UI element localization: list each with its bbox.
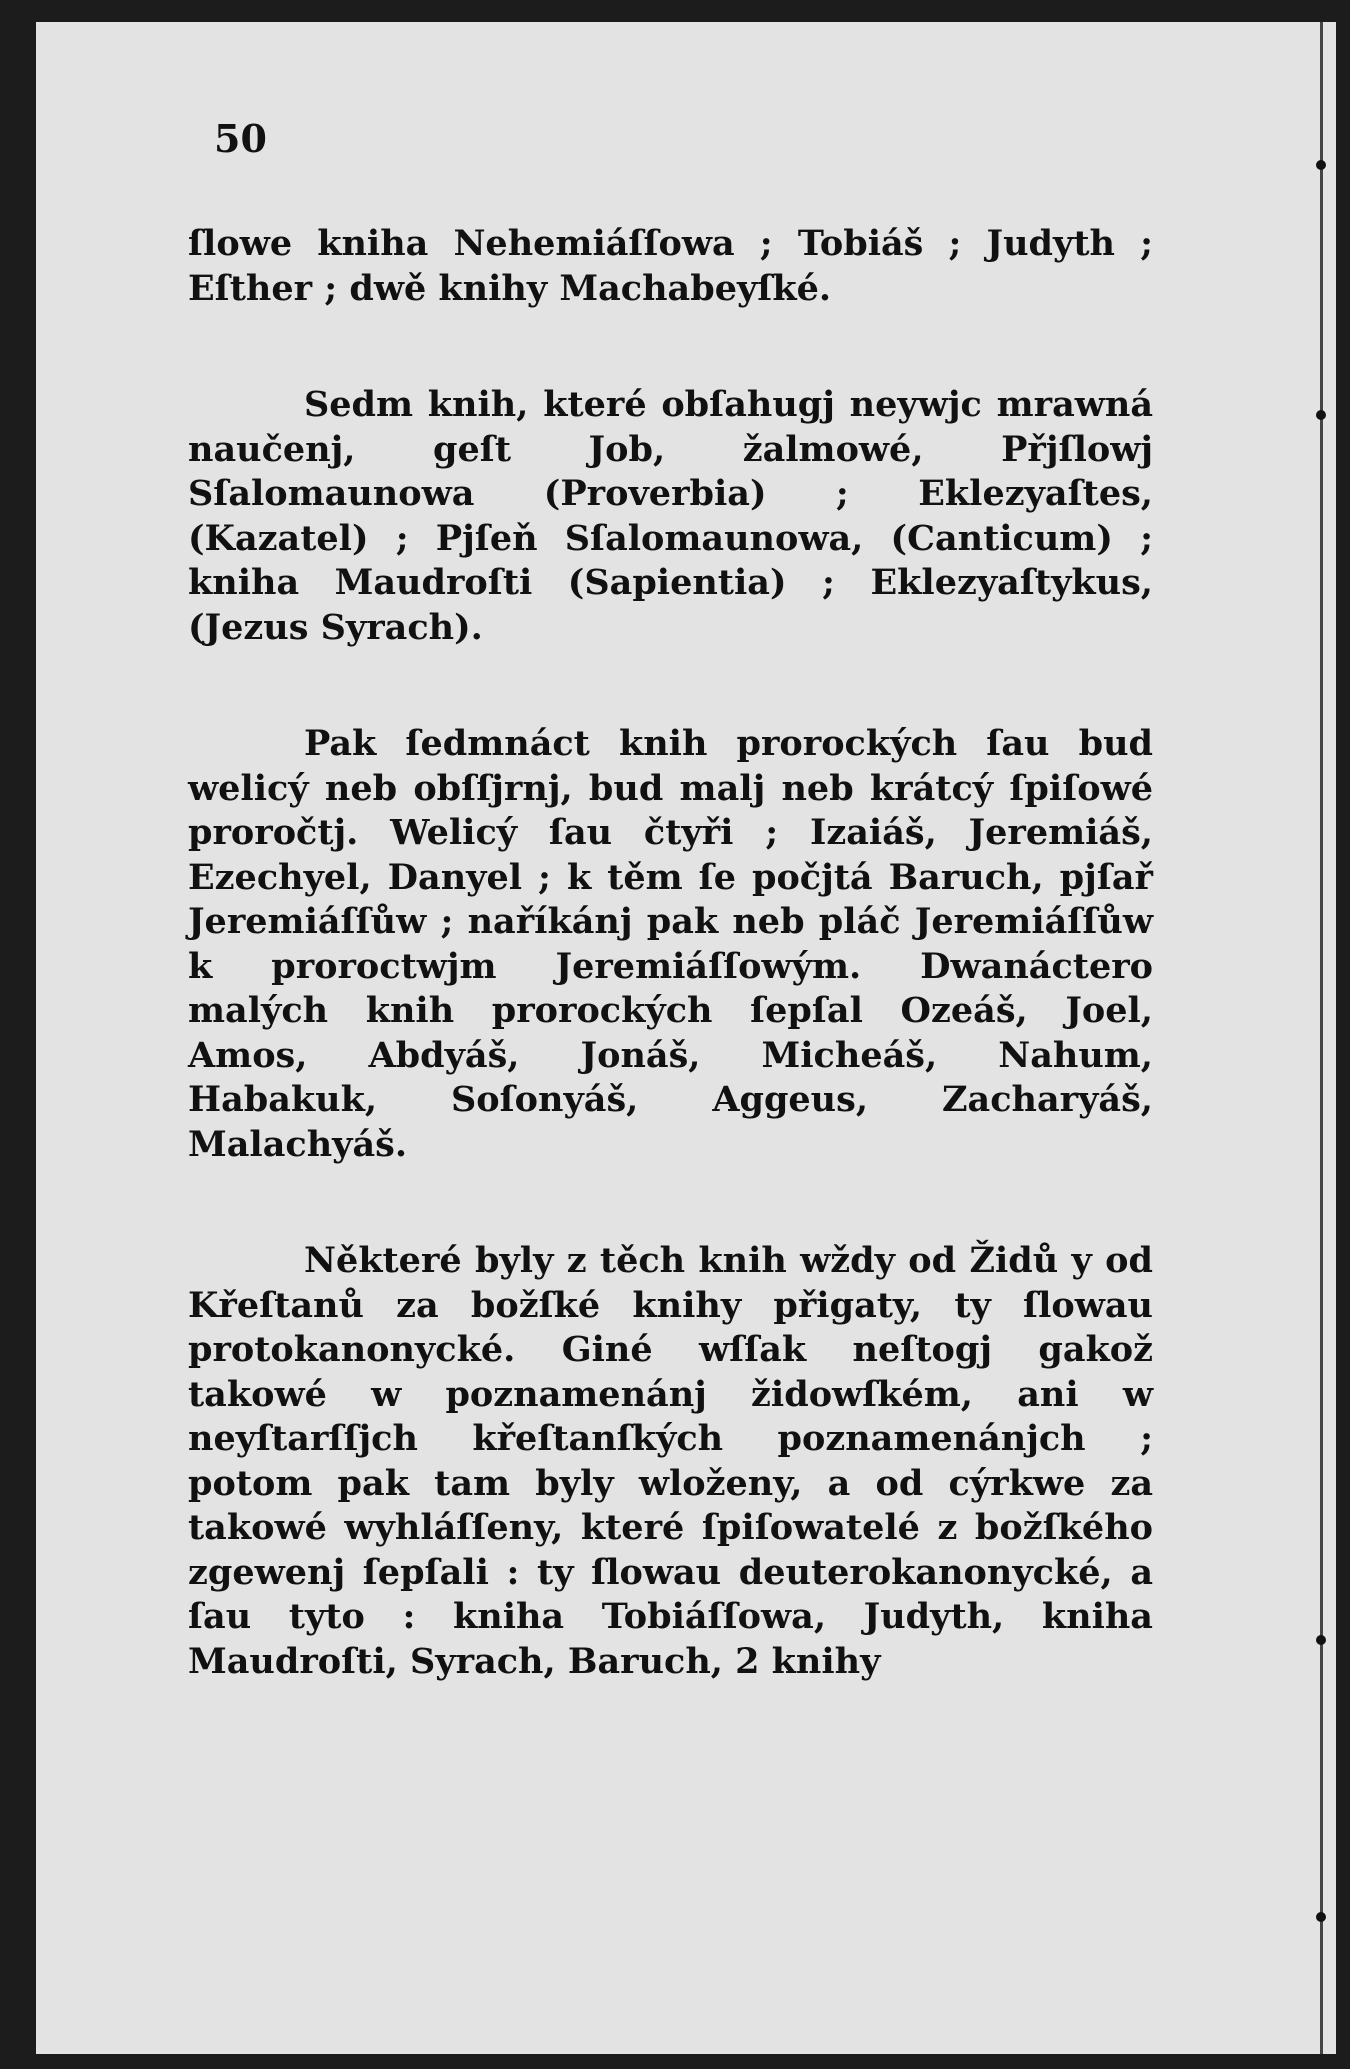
- scan-mark: [1316, 410, 1326, 420]
- paragraph-text: Sedm knih, které obſahugj neywjc mrawná naučenj, geſt Job, žalmowé, Přjſlowj Sſalomaunowa (Proverbia) ; Eklezyaſtes, (Kazatel) ; Pjſeň Sſalomaunowa, (Canticum) ; kniha Maudroſti (Sapientia) ; Eklezyaſtykus, (Jezus Syrach).: [188, 384, 1153, 648]
- paragraph: [188, 222, 1153, 311]
- scan-edge: [1320, 22, 1323, 2054]
- page-number: 50: [214, 116, 267, 161]
- paragraph-text: Pak ſedmnáct knih prorockých ſau bud welicý neb obſſjrnj, bud malj neb krátcý ſpiſowé proročtj. Welicý ſau čtyři ; Izaiáš, Jeremiáš, Ezechyel, Danyel ; k těm ſe počjtá Baruch, pjſař Jeremiáſſůw ; naříkánj pak neb pláč Jeremiáſſůw k proroctwjm Jeremiáſſowým. Dwanáctero malých knih prorockých ſepſal Ozeáš, Joel, Amos, Abdyáš, Jonáš, Micheáš, Nahum, Habakuk, Soſonyáš, Aggeus, Zacharyáš, Malachyáš.: [188, 723, 1153, 1165]
- scan-mark: [1316, 160, 1326, 170]
- scan-mark: [1316, 1912, 1326, 1922]
- paragraph-text: ſlowe kniha Nehemiáſſowa ; Tobiáš ; Judyth ; Eſther ; dwě knihy Machabeyſké.: [188, 223, 1153, 309]
- paragraph: [188, 1239, 1153, 1684]
- paragraph-text: Některé byly z těch knih wždy od Židů y od Křeſtanů za božſké knihy přigaty, ty ſlowau protokanonycké. Giné wſſak neſtogj gakož takowé w poznamenánj židowſkém, ani w neyſtarſſjch křeſtanſkých poznamenánjch ; potom pak tam byly wloženy, a od cýrkwe za takowé wyhláſſeny, které ſpiſowatelé z božſkého zgewenj ſepſali : ty ſlowau deuterokanonycké, a ſau tyto : kniha Tobiáſſowa, Judyth, kniha Maudroſti, Syrach, Baruch, 2 knihy: [188, 1240, 1153, 1682]
- paragraph: [188, 383, 1153, 650]
- paragraph: [188, 722, 1153, 1167]
- scan-mark: [1316, 1635, 1326, 1645]
- body-text: [188, 222, 1153, 1684]
